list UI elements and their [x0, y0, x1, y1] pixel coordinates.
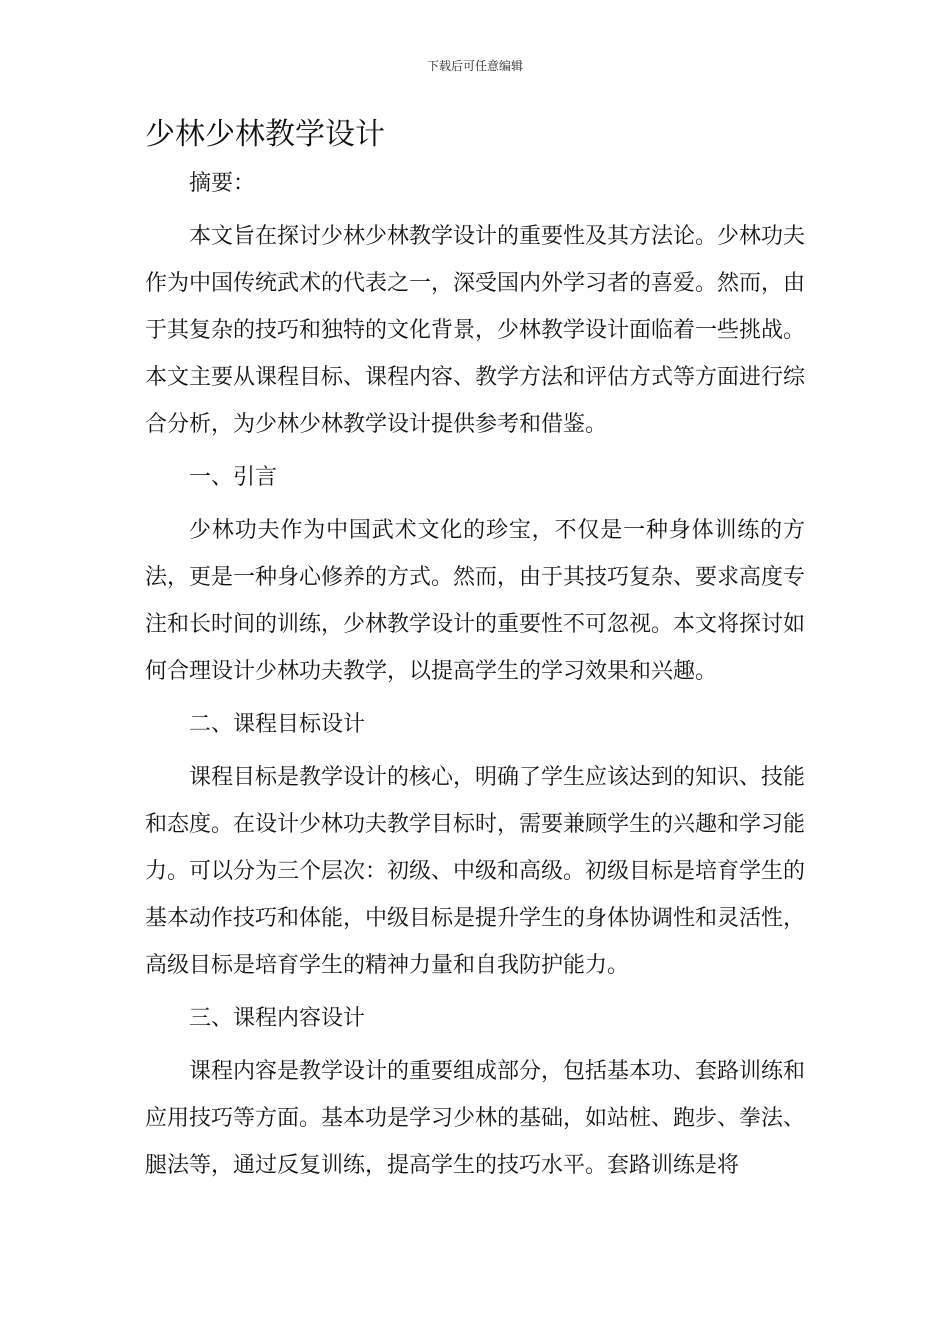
section-paragraph-course-content: 课程内容是教学设计的重要组成部分，包括基本功、套路训练和应用技巧等方面。基本功是学习少林的基础，如站桩、跑步、拳法、腿法等，通过反复训练，提高学生的技巧水平。套路训练是将 — [145, 1059, 806, 1178]
section-heading-course-goals: 二、课程目标设计 — [189, 712, 366, 737]
abstract-paragraph: 本文旨在探讨少林少林教学设计的重要性及其方法论。少林功夫作为中国传统武术的代表之一，深受国内外学习者的喜爱。然而，由于其复杂的技巧和独特的文化背景，少林教学设计面临着一些挑战。本文主要从课程目标、课程内容、教学方法和评估方式等方面进行综合分析，为少林少林教学设计提供参考和借鉴。 — [145, 224, 806, 437]
section-paragraph-introduction: 少林功夫作为中国武术文化的珍宝，不仅是一种身体训练的方法，更是一种身心修养的方式。然而，由于其技巧复杂、要求高度专注和长时间的训练，少林教学设计的重要性不可忽视。本文将探讨如何合理设计少林功夫教学，以提高学生的学习效果和兴趣。 — [145, 518, 806, 684]
page-header-note: 下载后可任意编辑 — [426, 59, 523, 73]
section-paragraph-course-goals: 课程目标是教学设计的核心，明确了学生应该达到的知识、技能和态度。在设计少林功夫教学目标时，需要兼顾学生的兴趣和学习能力。可以分为三个层次：初级、中级和高级。初级目标是培育学生的基本动作技巧和体能，中级目标是提升学生的身体协调性和灵活性，高级目标是培育学生的精神力量和自我防护能力。 — [145, 765, 806, 978]
document-title: 少林少林教学设计 — [145, 117, 385, 152]
section-heading-introduction: 一、引言 — [189, 465, 278, 490]
section-heading-course-content: 三、课程内容设计 — [189, 1006, 366, 1031]
document-body — [145, 160, 805, 1189]
abstract-label: 摘要： — [189, 171, 256, 196]
